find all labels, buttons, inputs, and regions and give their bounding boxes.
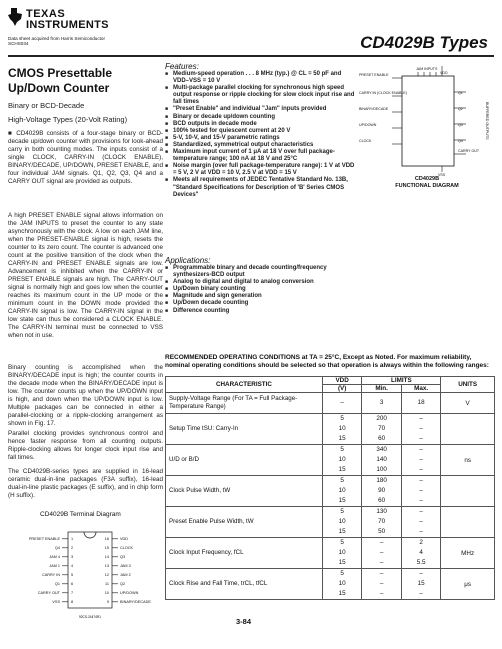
applications-list xyxy=(165,265,355,315)
functional-diagram-caption xyxy=(358,176,496,190)
cell-max-value: – xyxy=(419,477,423,484)
cell-unit xyxy=(441,507,495,538)
cell-min-value: – xyxy=(379,539,384,546)
pin-label-right: UP/DOWN xyxy=(120,591,139,595)
feature-item: ■ "Preset Enable" and individual "Jam" inputs provided xyxy=(165,106,355,113)
table-row xyxy=(166,476,495,507)
fd-label-jam: JAM INPUTS xyxy=(416,67,438,71)
cell-max-value: – xyxy=(419,446,423,453)
cell-vdd xyxy=(322,538,361,569)
application-item: ■ Programmable binary and decade counting/frequency synthesizers-BCD output xyxy=(165,265,355,279)
cell-vdd-value: 10 xyxy=(338,549,346,556)
applications-heading: Applications: xyxy=(165,256,211,265)
table-header-row xyxy=(166,377,495,385)
cell-characteristic: Setup Time tSU: Carry-In xyxy=(166,414,323,445)
cell-min-value: 50 xyxy=(378,528,386,535)
cell-min-value: 70 xyxy=(378,518,386,525)
pin-number-right: 13 xyxy=(104,564,109,568)
cell-vdd xyxy=(322,569,361,600)
subtitle-1: Binary or BCD-Decade xyxy=(8,101,85,110)
pin-label-left: Q4 xyxy=(54,546,60,550)
pin-number-left: 4 xyxy=(71,564,74,568)
cell-min-value: 60 xyxy=(378,497,386,504)
pin-number-left: 3 xyxy=(71,555,74,559)
fd-label-clock: CLOCK xyxy=(359,139,372,143)
cell-vdd-value: 15 xyxy=(338,435,346,442)
cell-min xyxy=(362,538,401,569)
cell-vdd xyxy=(322,393,361,414)
cell-vdd-value: 10 xyxy=(338,456,346,463)
cell-vdd-value: 5 xyxy=(340,539,344,546)
main-title-line1: CMOS Presettable xyxy=(8,66,113,80)
table-row xyxy=(166,538,495,569)
recommended-intro: RECOMMENDED OPERATING CONDITIONS at TA = 25°C, Except as Noted. For maximum reliability, nominal operating conditions should be selected so that operation is always within the following ranges: xyxy=(165,354,489,369)
fd-label-carryout: CARRY OUT xyxy=(458,149,480,153)
pin-label-left: PRESET ENABLE xyxy=(28,537,60,541)
paragraph-2: A high PRESET ENABLE signal allows information on the JAM INPUTS to preset the counter to any state asynchronously with the clock. A low on each JAM line, when the PRESET-ENABLE signal is high, resets the counter to its zero count. The counter is advanced one count at the positive transition of the clock when the CARRY-IN and PRESET ENABLE signals are low. Advancement is inhibited when the CARRY-IN or PRESET ENABLE signals are high. The CARRY-OUT signal is normally high and goes low when the counter reaches its maximum count in the UP mode or the minimum count in the DOWN mode provided the CARRY-IN signal is low. The CARRY-IN signal in the low state can thus be considered a CLOCK ENABLE. The CARRY-IN terminal must be connected to VSS when not in use. xyxy=(8,212,163,339)
cell-characteristic: U/D or B/D xyxy=(166,445,323,476)
paragraph-1: ■ CD4029B consists of a four-stage binary or BCD-decade up/down counter with provisions for look-ahead carry in both counting modes. The inputs consist of a single CLOCK, CARRY-IN (CLOCK ENABLE), BINARY/DECADE, UP/DOWN, PRESET ENABLE, and four individual JAM signals. Q1, Q2, Q3, Q4 and a CARRY OUT signal are provided as outputs. xyxy=(8,130,163,185)
cell-max-value: – xyxy=(419,508,423,515)
cell-unit xyxy=(441,476,495,507)
applications-section xyxy=(165,256,355,315)
main-title xyxy=(8,66,112,96)
cell-min-value: – xyxy=(379,549,384,556)
cell-unit: ns xyxy=(441,445,495,476)
cell-vdd-value: 10 xyxy=(338,518,346,525)
cell-min-value: – xyxy=(379,590,384,597)
cell-vdd xyxy=(322,507,361,538)
cell-min-value: 340 xyxy=(376,446,387,453)
fd-label-bd: BINARY/DECADE xyxy=(359,107,389,111)
cell-max-value: – xyxy=(419,466,423,473)
cell-min-value: 200 xyxy=(376,415,387,422)
fd-caption-2: FUNCTIONAL DIAGRAM xyxy=(395,183,459,189)
feature-item: ■ Multi-package parallel clocking for synchronous high speed output response or ripple clocking for slow clock input rise and fall times xyxy=(165,85,355,106)
features-heading: Features: xyxy=(165,62,199,71)
cell-max-value: – xyxy=(419,528,423,535)
cell-vdd-value: 5 xyxy=(340,570,344,577)
cell-vdd xyxy=(322,476,361,507)
brand-line2: INSTRUMENTS xyxy=(26,19,109,31)
cell-max-value: 2 xyxy=(419,539,423,546)
table-row xyxy=(166,445,495,476)
cell-characteristic: Clock Pulse Width, tW xyxy=(166,476,323,507)
pin-label-left: JAM 1 xyxy=(49,564,60,568)
features-list xyxy=(165,71,355,199)
cell-max-value: – xyxy=(419,415,423,422)
cell-min xyxy=(362,445,401,476)
cell-vdd-value: 15 xyxy=(338,590,346,597)
pin-number-right: 11 xyxy=(105,582,109,586)
application-item: ■ Analog to digital and digital to analog conversion xyxy=(165,279,355,286)
application-item: ■ Magnitude and sign generation xyxy=(165,293,355,300)
cell-vdd-value: 5 xyxy=(340,446,344,453)
pin-number-right: 15 xyxy=(104,546,109,550)
header-rule xyxy=(8,55,494,57)
brand-line1: TEXAS xyxy=(26,8,66,20)
cell-unit: μs xyxy=(441,569,495,600)
fd-pin-q2: Q2 xyxy=(458,107,463,111)
feature-item: ■ 100% tested for quiescent current at 20 V xyxy=(165,128,355,135)
cell-characteristic: Clock Input Frequency, fCL xyxy=(166,538,323,569)
pin-label-right: Q2 xyxy=(120,582,126,586)
cell-min xyxy=(362,393,401,414)
fd-label-vss: VSS xyxy=(438,173,446,177)
application-item: ■ Up/Down binary counting xyxy=(165,286,355,293)
cell-vdd-value: 15 xyxy=(338,528,346,535)
cell-max-value: – xyxy=(419,518,423,525)
cell-min-value: 100 xyxy=(376,466,387,473)
pin-number-right: 12 xyxy=(104,573,109,577)
feature-item: ■ Meets all requirements of JEDEC Tentative Standard No. 13B, "Standard Specifications for Description of 'B' Series CMOS Devices" xyxy=(165,177,355,198)
pin-number-right: 14 xyxy=(104,555,109,559)
main-title-line2: Up/Down Counter xyxy=(8,81,110,95)
fd-caption-1: CD4029B xyxy=(414,176,440,182)
cell-min-value: 90 xyxy=(378,487,386,494)
cell-min-value: – xyxy=(379,559,384,566)
cell-unit: MHz xyxy=(441,538,495,569)
col-characteristic: CHARACTERISTIC xyxy=(166,377,323,393)
cell-max-value: 15 xyxy=(417,580,425,587)
pin-number-left: 2 xyxy=(71,546,74,550)
col-units: UNITS xyxy=(441,377,495,393)
table-row xyxy=(166,393,495,414)
cell-vdd xyxy=(322,445,361,476)
pin-number-left: 8 xyxy=(71,600,74,604)
pin-label-right: CLOCK xyxy=(120,546,134,550)
feature-item: ■ Binary or decade up/down counting xyxy=(165,114,355,121)
fd-pin-q3: Q3 xyxy=(458,123,463,127)
cell-min-value: – xyxy=(379,570,384,577)
table-row xyxy=(166,414,495,445)
table-row xyxy=(166,507,495,538)
application-item: ■ Difference counting xyxy=(165,308,355,315)
cell-vdd-value: 10 xyxy=(338,580,346,587)
page-number: 3-84 xyxy=(236,617,252,626)
feature-item: ■ Standardized, symmetrical output characteristics xyxy=(165,142,355,149)
pin-label-right: JAM 2 xyxy=(120,573,131,577)
pin-label-left: Q1 xyxy=(54,582,60,586)
col-vdd: VDD xyxy=(322,377,361,385)
pin-label-right: VDD xyxy=(120,537,129,541)
cell-min-value: 180 xyxy=(376,477,387,484)
cell-max xyxy=(401,507,440,538)
cell-max xyxy=(401,476,440,507)
col-limits: LIMITS xyxy=(362,377,441,385)
paragraph-5: The CD4029B-series types are supplied in 16-lead ceramic dual-in-line packages (F3A suffix), 16-lead dual-in-line plastic packages (E suffix), and in chip form (H suffix). xyxy=(8,468,163,499)
cell-min xyxy=(362,414,401,445)
pin-number-right: 10 xyxy=(104,591,109,595)
feature-item: ■ Medium-speed operation . . . 8 MHz (typ.) @ CL = 50 pF and VDD–VSS = 10 V xyxy=(165,71,355,85)
fd-label-vdd: VDD xyxy=(440,71,448,75)
cell-max xyxy=(401,414,440,445)
subtitle-2: High-Voltage Types (20-Volt Rating) xyxy=(8,115,128,124)
cell-min xyxy=(362,569,401,600)
pin-number-left: 5 xyxy=(71,573,74,577)
cell-vdd-value: – xyxy=(340,399,344,406)
feature-item: ■ Maximum input current of 1 μA at 18 V over full package-temperature range; 100 nA at 18 V and 25°C xyxy=(165,149,355,163)
feature-item: ■ 5-V, 10-V, and 15-V parametric ratings xyxy=(165,135,355,142)
functional-diagram xyxy=(358,64,496,182)
cell-vdd-value: 15 xyxy=(338,466,346,473)
cell-max xyxy=(401,445,440,476)
pin-label-right: Q3 xyxy=(120,555,126,559)
fd-pin-q1: Q1 xyxy=(458,91,463,95)
features-section xyxy=(165,62,355,199)
product-title: CD4029B Types xyxy=(360,33,488,52)
terminal-diagram xyxy=(20,530,160,620)
cell-max-value: – xyxy=(419,435,423,442)
cell-min xyxy=(362,476,401,507)
cell-max-value: 4 xyxy=(419,549,423,556)
cell-max xyxy=(401,538,440,569)
feature-item: ■ Noise margin (over full package-temperature range): 1 V at VDD = 5 V, 2 V at VDD = 10 V, 2.5 V at VDD = 15 V xyxy=(165,163,355,177)
pin-number-right: 16 xyxy=(104,537,109,541)
cell-max-value: – xyxy=(419,425,423,432)
pin-number-right: 9 xyxy=(106,600,109,604)
application-item: ■ Up/Down decade counting xyxy=(165,300,355,307)
cell-vdd-value: 5 xyxy=(340,508,344,515)
fd-label-outputs: BUFFERED OUTPUTS xyxy=(485,102,489,140)
cell-unit: V xyxy=(441,393,495,414)
cell-max-value: 18 xyxy=(417,399,425,406)
pin-number-left: 6 xyxy=(71,582,74,586)
cell-min-value: 60 xyxy=(378,435,386,442)
fd-label-carryin: CARRY IN (CLOCK ENABLE) xyxy=(359,91,407,95)
pin-label-right: JAM 3 xyxy=(120,564,131,568)
cell-min-value: 3 xyxy=(379,399,384,406)
cell-min-value: 130 xyxy=(376,508,387,515)
table-row xyxy=(166,569,495,600)
fd-pin-q4: Q4 xyxy=(458,139,463,143)
texas-state-icon xyxy=(8,8,22,26)
fd-label-ud: UP/DOWN xyxy=(359,123,377,127)
pin-number-left: 7 xyxy=(71,591,74,595)
col-vdd-unit: (V) xyxy=(322,385,361,393)
pin-number-left: 1 xyxy=(71,537,74,541)
pin-label-left: VSS xyxy=(52,600,60,604)
terminal-code: 92CS-24474R1 xyxy=(79,615,101,619)
cell-vdd-value: 10 xyxy=(338,487,346,494)
cell-vdd-value: 5 xyxy=(340,415,344,422)
pin-label-left: CARRY OUT xyxy=(37,591,60,595)
acknowledgment: Data sheet acquired from Harris Semiconductor SCHS034 xyxy=(8,36,106,46)
cell-max-value: – xyxy=(419,497,423,504)
cell-vdd-value: 10 xyxy=(338,425,346,432)
recommended-table xyxy=(165,376,495,600)
cell-min-value: – xyxy=(379,580,384,587)
terminal-caption: CD4029B Terminal Diagram xyxy=(40,511,121,518)
cell-vdd xyxy=(322,414,361,445)
cell-vdd-value: 15 xyxy=(338,559,346,566)
cell-characteristic: Clock Rise and Fall Time, trCL, tfCL xyxy=(166,569,323,600)
cell-min-value: 140 xyxy=(376,456,387,463)
cell-max-value: – xyxy=(419,570,423,577)
pin-label-right: BINARY/DECADE xyxy=(120,600,151,604)
cell-min xyxy=(362,507,401,538)
cell-characteristic: Preset Enable Pulse Width, tW xyxy=(166,507,323,538)
cell-max-value: 5.5 xyxy=(416,559,426,566)
pin-label-left: JAM 4 xyxy=(49,555,60,559)
cell-max xyxy=(401,569,440,600)
cell-max xyxy=(401,393,440,414)
feature-item: ■ BCD outputs in decade mode xyxy=(165,121,355,128)
cell-unit xyxy=(441,414,495,445)
col-min: Min. xyxy=(362,385,401,393)
ti-logo xyxy=(8,8,109,34)
cell-vdd-value: 5 xyxy=(340,477,344,484)
cell-characteristic: Supply-Voltage Range (For TA = Full Package-Temperature Range) xyxy=(166,393,323,414)
pin-label-left: CARRY IN xyxy=(41,573,60,577)
paragraph-3: Binary counting is accomplished when the BINARY/DECADE input is high; the counter counts in the decade mode when the BINARY/DECADE input is low. The counter counts up when the UP/DOWN input is high, and down when the UP/DOWN input is low. Multiple packages can be connected in either a parallel-clocking or a ripple-clocking arrangement as shown in Fig. 17. xyxy=(8,364,163,427)
cell-min-value: 70 xyxy=(378,425,386,432)
cell-max-value: – xyxy=(419,590,423,597)
fd-label-preset: PRESET ENABLE xyxy=(359,73,389,77)
col-max: Max. xyxy=(401,385,440,393)
cell-max-value: – xyxy=(419,456,423,463)
paragraph-4: Parallel clocking provides synchronous control and hence faster response from all counting outputs. Ripple-clocking allows for longer clock input rise and fall times. xyxy=(8,430,163,461)
cell-vdd-value: 15 xyxy=(338,497,346,504)
cell-max-value: – xyxy=(419,487,423,494)
